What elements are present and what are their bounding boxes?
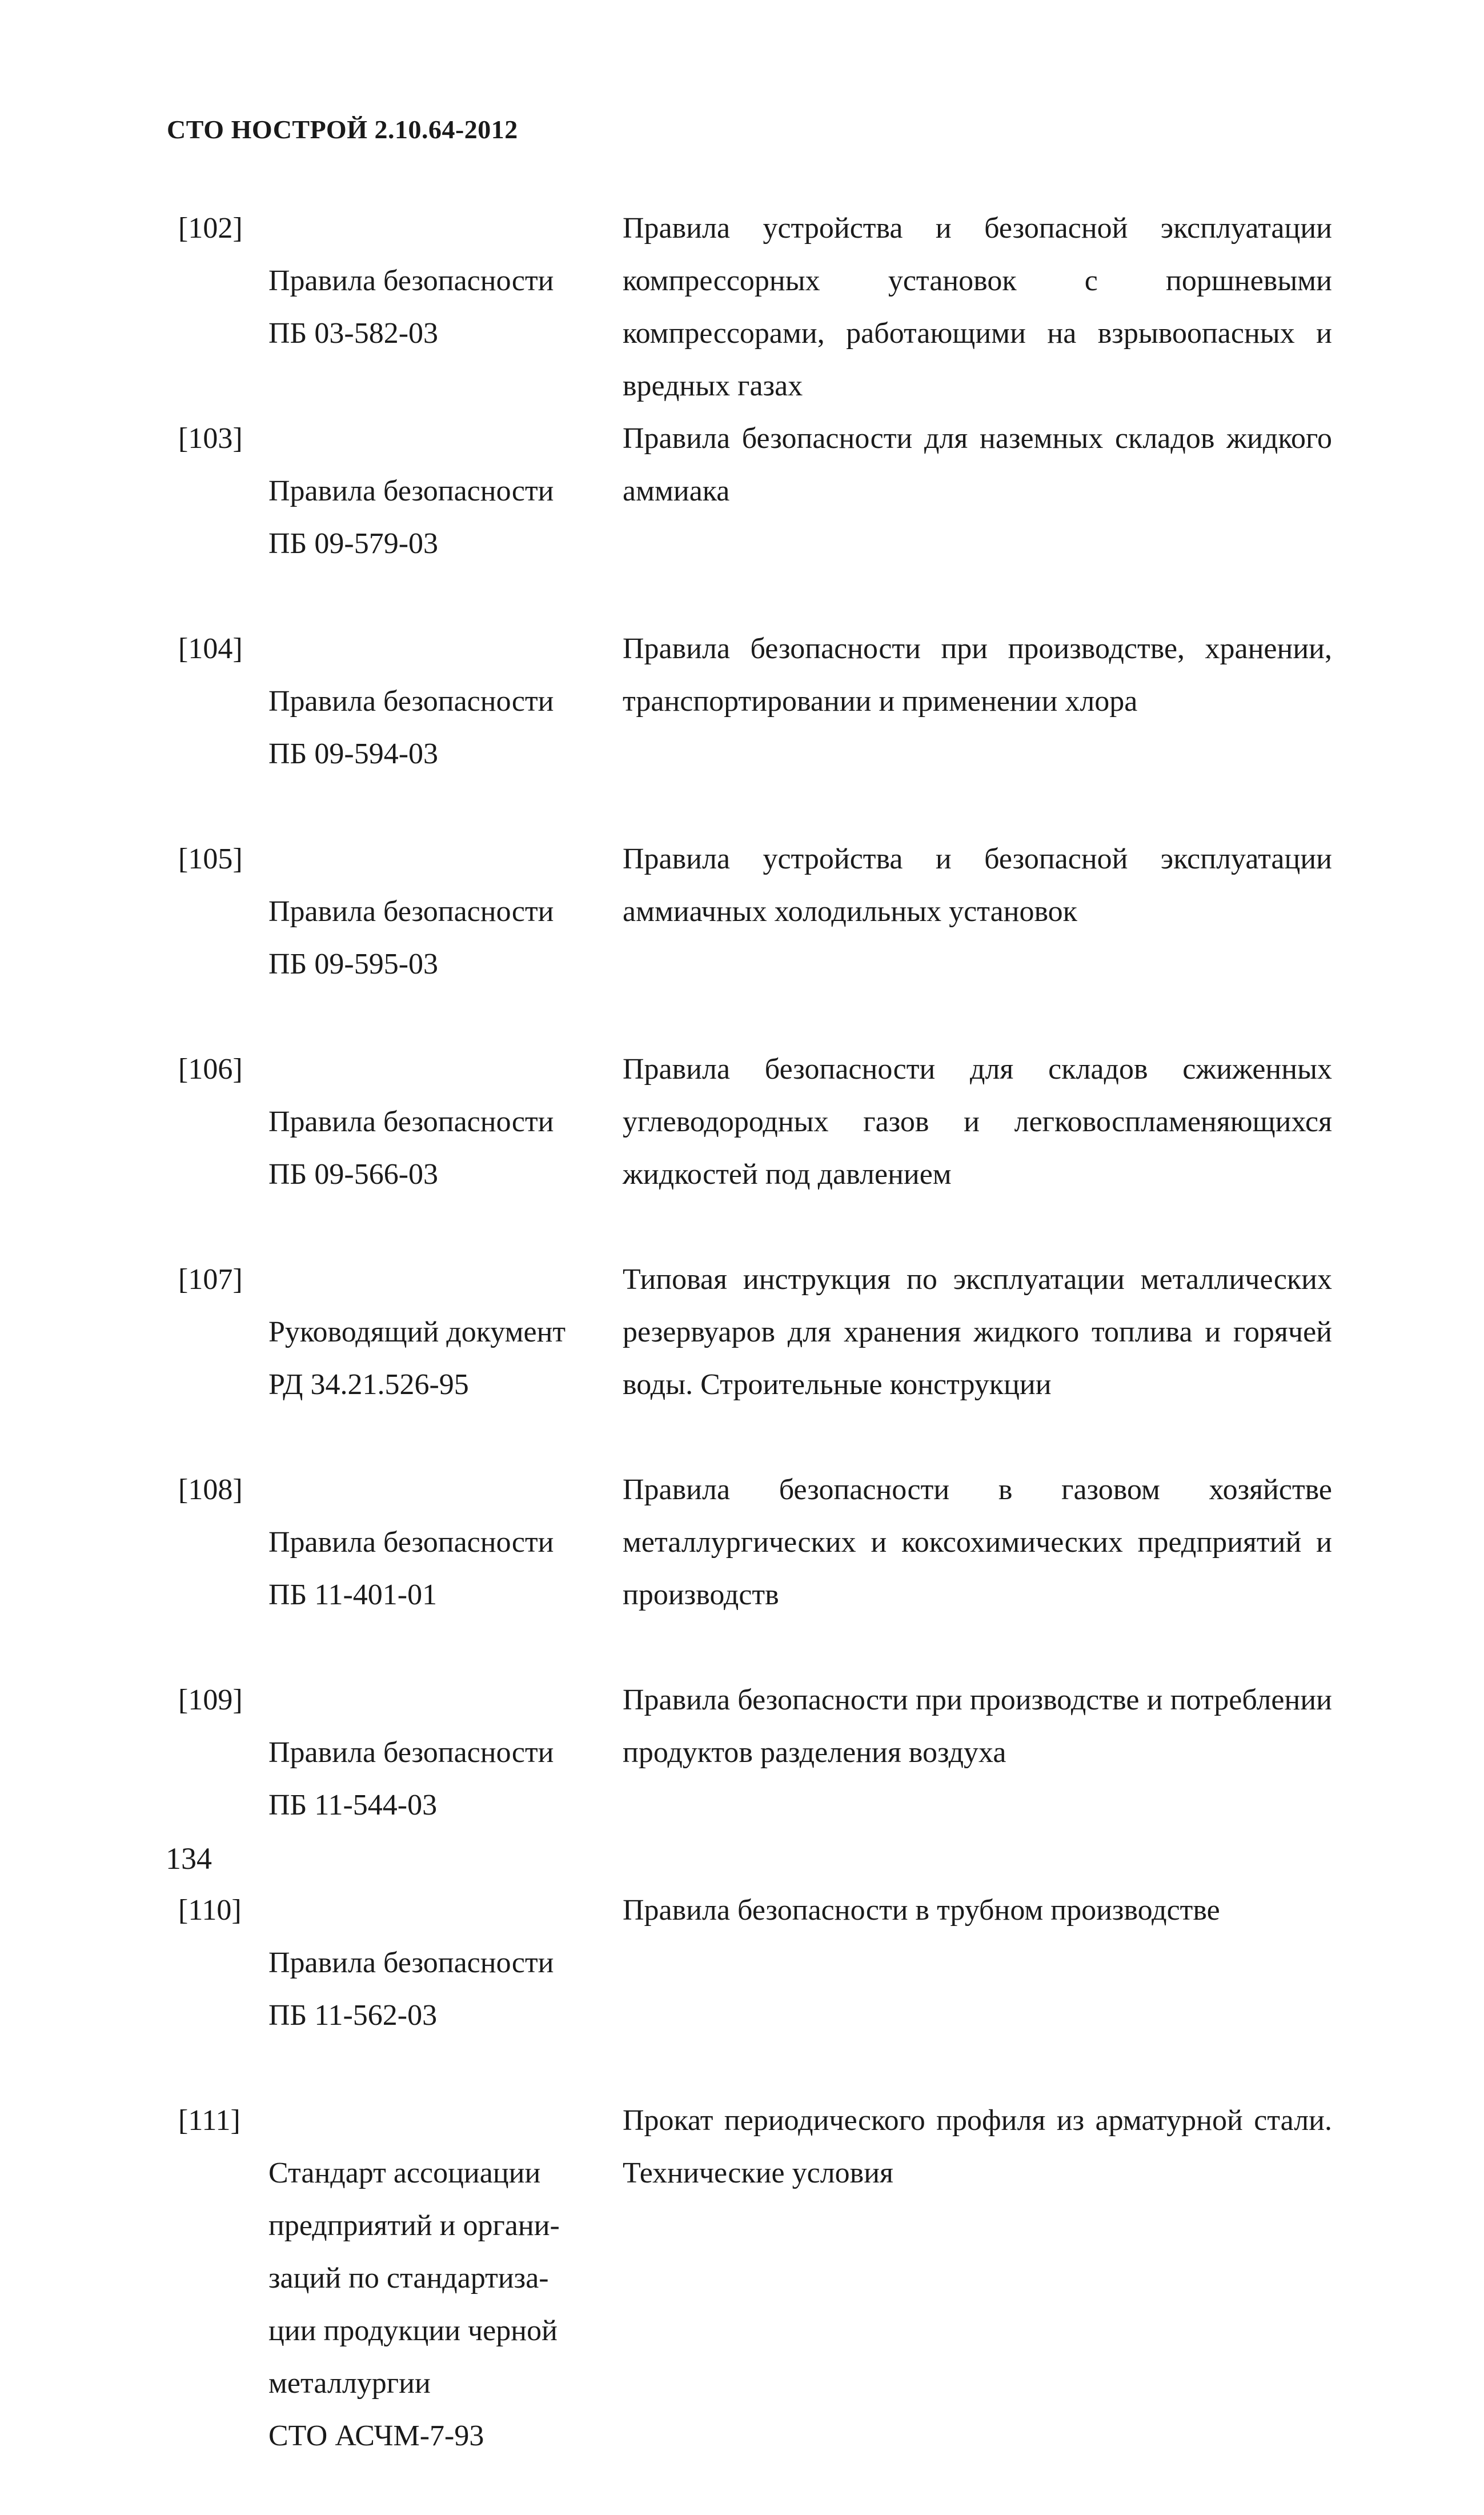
reference-source <box>268 202 623 413</box>
reference-number: [106] <box>178 1053 243 1086</box>
reference-source <box>268 623 623 833</box>
reference-code: СТО АСЧМ-7-93 <box>268 2420 484 2452</box>
page-number: 134 <box>166 1841 212 1876</box>
reference-type: Правила безопасности <box>268 475 554 507</box>
reference-number: [102] <box>178 212 243 245</box>
reference-title: Типовая инструкция по эксплуатации металлических резервуаров для хранения жидкого топлива и горячей воды. Строительные конструкции <box>623 1263 1332 1401</box>
reference-code: ПБ 09-579-03 <box>268 527 439 560</box>
reference-type: Правила безопасности <box>268 895 554 928</box>
reference-code: ПБ 11-401-01 <box>268 1579 438 1611</box>
reference-title: Правила устройства и безопасной эксплуатации компрессорных установок с поршневыми компрессорами, работающими на взрывоопасных и вредных газах <box>623 212 1332 402</box>
reference-code: ПБ 09-594-03 <box>268 738 439 770</box>
reference-number: [110] <box>178 1894 242 1927</box>
reference-title: Правила устройства и безопасной эксплуатации аммиачных холодильных установок <box>623 843 1332 928</box>
reference-title: Правила безопасности для складов сжиженных углеводородных газов и легковоспламеняющихся жидкостей под давлением <box>623 1053 1332 1191</box>
reference-type: Правила безопасности <box>268 1526 554 1559</box>
reference-number: [107] <box>178 1263 243 1296</box>
reference-item-109 <box>178 1674 1332 1884</box>
reference-item-108 <box>178 1464 1332 1674</box>
reference-code: ПБ 11-544-03 <box>268 1789 438 1821</box>
reference-item-110 <box>178 1884 1332 2095</box>
reference-title: Правила безопасности при производстве и потреблении продуктов разделения воздуха <box>623 1684 1332 1769</box>
reference-source <box>268 1884 623 2095</box>
reference-title: Правила безопасности в газовом хозяйстве металлургических и коксохимических предприятий и производств <box>623 1473 1332 1611</box>
reference-type: Правила безопасности <box>268 1736 554 1769</box>
reference-number: [103] <box>178 422 243 455</box>
reference-number: [105] <box>178 843 243 875</box>
document-header: СТО НОСТРОЙ 2.10.64-2012 <box>167 115 518 144</box>
reference-item-105 <box>178 833 1332 1043</box>
reference-number: [109] <box>178 1684 243 1716</box>
reference-title: Правила безопасности в трубном производстве <box>623 1894 1220 1927</box>
reference-source <box>268 1254 623 1464</box>
reference-type: Руководящий документ <box>268 1316 566 1348</box>
reference-source <box>268 833 623 1043</box>
reference-code: РД 34.21.526-95 <box>268 1368 469 1401</box>
reference-type: Правила безопасности <box>268 1106 554 1138</box>
reference-source <box>268 413 623 623</box>
reference-item-102 <box>178 202 1332 413</box>
reference-number: [108] <box>178 1473 243 1506</box>
reference-list <box>178 202 1332 2515</box>
reference-item-111 <box>178 2095 1332 2515</box>
reference-title: Правила безопасности для наземных складов жидкого аммиака <box>623 422 1332 507</box>
reference-code: ПБ 03-582-03 <box>268 317 439 350</box>
reference-type: Правила безопасности <box>268 1947 554 1979</box>
reference-source <box>268 1043 623 1254</box>
reference-type: Правила безопасности <box>268 685 554 718</box>
reference-item-104 <box>178 623 1332 833</box>
reference-item-106 <box>178 1043 1332 1254</box>
reference-type: Стандарт ассоциации предприятий и органи- заций по стандартиза- ции продукции черной металлургии <box>268 2157 560 2400</box>
reference-source <box>268 2095 623 2515</box>
reference-code: ПБ 09-566-03 <box>268 1158 439 1191</box>
reference-type: Правила безопасности <box>268 265 554 297</box>
reference-number: [111] <box>178 2104 240 2137</box>
reference-item-103 <box>178 413 1332 623</box>
reference-title: Правила безопасности при производстве, хранении, транспортировании и применении хлора <box>623 632 1332 718</box>
reference-item-107 <box>178 1254 1332 1464</box>
reference-source <box>268 1464 623 1674</box>
reference-source <box>268 1674 623 1884</box>
reference-code: ПБ 09-595-03 <box>268 948 439 980</box>
reference-title: Прокат периодического профиля из арматурной стали. Технические условия <box>623 2104 1332 2189</box>
reference-code: ПБ 11-562-03 <box>268 1999 438 2032</box>
reference-number: [104] <box>178 632 243 665</box>
